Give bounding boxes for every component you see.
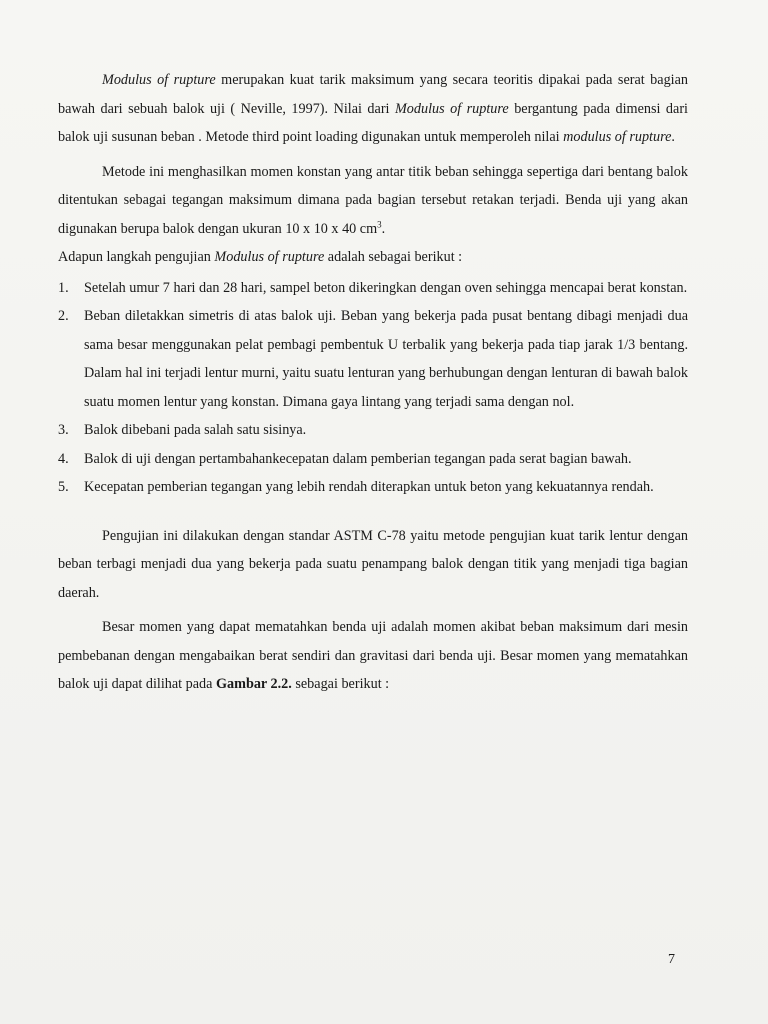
- list-item: [58, 445, 688, 474]
- paragraph-text: Metode ini menghasilkan momen konstan yang antar titik beban sehingga sepertiga dari bentang balok ditentukan sebagai tegangan maksimum dimana pada bagian tersebut retakan terjadi. Benda uji yang akan digunakan berupa balok dengan ukuran 10 x 10 x 40 cm: [58, 163, 688, 237]
- paragraph-modulus-definition: [58, 66, 688, 152]
- list-text: Balok dibebani pada salah satu sisinya.: [84, 422, 307, 438]
- list-item: [58, 473, 688, 502]
- page-body: [58, 66, 688, 699]
- paragraph-text: bergantung pada dimensi dari balok uji susunan beban . Metode third point loading digunakan untuk memperoleh nilai: [58, 100, 688, 145]
- paragraph-text: .: [671, 129, 675, 145]
- italic-term: Modulus of rupture: [102, 72, 216, 88]
- paragraph-text: sebagai berikut :: [291, 676, 390, 692]
- list-item: [58, 302, 688, 416]
- list-text: Kecepatan pemberian tegangan yang lebih rendah diterapkan untuk beton yang kekuatannya rendah.: [84, 479, 654, 495]
- list-number: 1.: [58, 279, 69, 296]
- list-item: [58, 274, 688, 303]
- list-number: 3.: [58, 422, 69, 438]
- list-item: [58, 416, 688, 445]
- paragraph-method: [58, 158, 688, 244]
- paragraph-text: Besar momen yang dapat mematahkan benda uji adalah momen akibat beban maksimum dari mesin pembebanan dengan mengabaikan berat sendiri dan gravitasi dari benda uji. Besar momen yang mematahkan balok uji dapat dilihat pada: [58, 619, 688, 692]
- paragraph-text: merupakan kuat tarik maksimum yang secara teoritis dipakai pada serat bagian bawah dari sebuah balok uji ( Neville, 1997). Nilai dari: [58, 72, 688, 117]
- paragraph-text: .: [381, 220, 386, 237]
- list-text: Balok di uji dengan pertambahankecepatan dalam pemberian tegangan pada serat bagian bawah.: [84, 450, 632, 467]
- figure-reference: Gambar 2.2.: [216, 676, 292, 692]
- paragraph-astm-standard: Pengujian ini dilakukan dengan standar ASTM C-78 yaitu metode pengujian kuat tarik lentur dengan beban terbagi menjadi dua yang bekerja pada suatu penampang balok dengan titik yang menjadi tiga bagian daerah.: [58, 527, 688, 601]
- list-number: 2.: [58, 308, 69, 324]
- list-number: 5.: [58, 479, 69, 495]
- italic-term: modulus of rupture: [563, 129, 672, 145]
- steps-list: [58, 274, 688, 502]
- paragraph-moment: [58, 613, 688, 699]
- paragraph-steps-intro: [58, 243, 688, 272]
- italic-term: Modulus of rupture: [394, 100, 509, 117]
- italic-term: Modulus of rupture: [214, 249, 325, 265]
- superscript: 3: [377, 218, 382, 229]
- paragraph-text: Adapun langkah pengujian: [58, 249, 215, 265]
- list-text: Beban diletakkan simetris di atas balok uji. Beban yang bekerja pada pusat bentang dibagi menjadi dua sama besar menggunakan pelat pembagi pembentuk U terbalik yang bekerja pada tiap jarak 1/3 bentang. Dalam hal ini terjadi lentur murni, yaitu suatu lenturan yang berhubungan dengan lenturan di bawah balok suatu momen lentur yang konstan. Dimana gaya lintang yang terjadi sama dengan nol.: [84, 308, 688, 410]
- list-text: Setelah umur 7 hari dan 28 hari, sampel beton dikeringkan dengan oven sehingga mencapai berat konstan.: [84, 279, 688, 296]
- paragraph-text: adalah sebagai berikut :: [324, 249, 463, 265]
- list-number: 4.: [58, 450, 69, 467]
- page-number: 7: [668, 952, 675, 967]
